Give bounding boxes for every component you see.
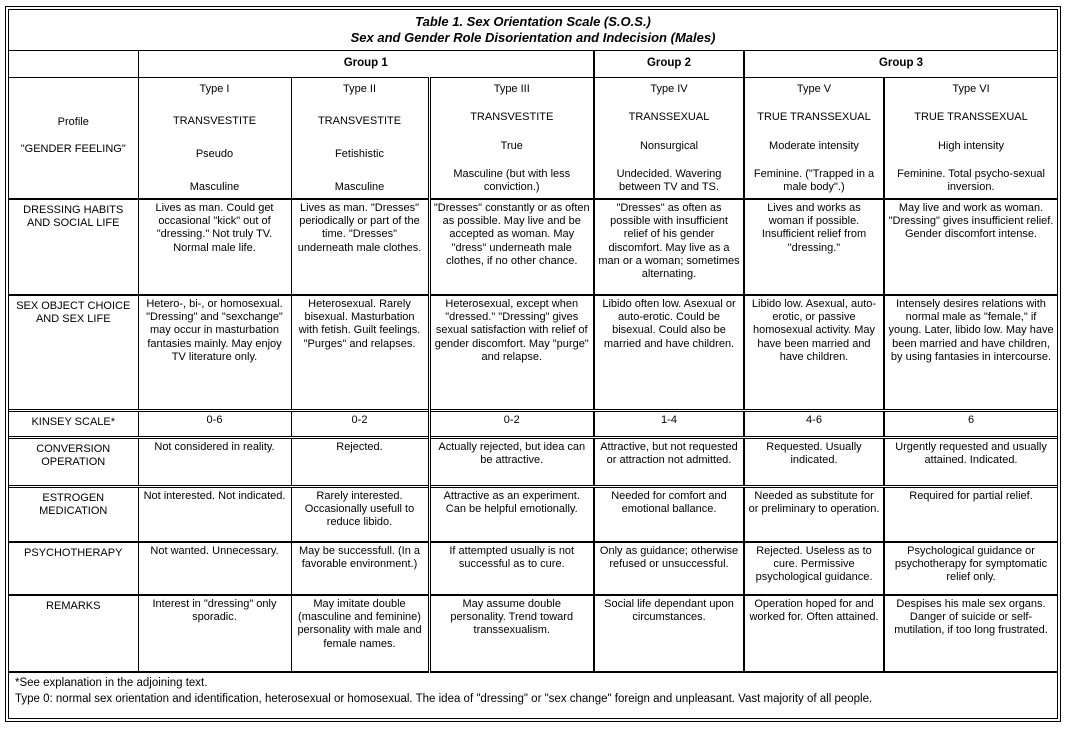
type4-subtype: Nonsurgical — [639, 139, 699, 152]
cell-conversion-type6: Urgently requested and usually attained. Indicated. — [884, 437, 1057, 486]
cell-psych-type6: Psychological guidance or psychotherapy for symptomatic relief only. — [884, 542, 1057, 595]
row-label-sex-object: SEX OBJECT CHOICE AND SEX LIFE — [9, 295, 138, 410]
cell-kinsey-type1: 0-6 — [138, 410, 291, 437]
cell-kinsey-type3: 0-2 — [429, 410, 594, 437]
title-row — [9, 10, 1057, 50]
cell-conversion-type3: Actually rejected, but idea can be attractive. — [429, 437, 594, 486]
profile-label: Profile — [57, 115, 89, 128]
cell-conversion-type2: Rejected. — [291, 437, 429, 486]
cell-estrogen-type1: Not interested. Not indicated. — [138, 486, 291, 542]
cell-psych-type4: Only as guidance; otherwise refused or unsuccessful. — [594, 542, 744, 595]
cell-remarks-type5: Operation hoped for and worked for. Often attained. — [744, 595, 884, 672]
type6-feeling: Feminine. Total psycho-sexual inversion. — [897, 168, 1045, 194]
cell-sexobject-type1: Hetero-, bi-, or homosexual. "Dressing" and "sexchange" may occur in masturbation fantasies mainly. May enjoy TV literature only. — [138, 295, 291, 410]
group-header-empty — [9, 50, 138, 77]
cell-dressing-type1: Lives as man. Could get occasional "kick" out of "dressing." Not truly TV. Normal male life. — [138, 199, 291, 295]
group1-header: Group 1 — [138, 50, 594, 77]
cell-psych-type2: May be successfull. (In a favorable environment.) — [291, 542, 429, 595]
footnotes — [9, 672, 1057, 718]
type6-name: TRUE TRANSSEXUAL — [914, 111, 1028, 124]
type6-subtype: High intensity — [937, 139, 1005, 152]
footnote-line2: Type 0: normal sex orientation and identification, heterosexual or homosexual. The idea of "dressing" or "sex change" foreign and unpleasant. Vast majority of all people. — [15, 692, 873, 705]
table-title-line1: Table 1. Sex Orientation Scale (S.O.S.) — [415, 13, 651, 29]
type1-header — [138, 77, 291, 199]
type1-subtype: Pseudo — [195, 148, 234, 161]
type5-subtype: Moderate intensity — [769, 139, 859, 152]
group3-header: Group 3 — [744, 50, 1057, 77]
row-label-kinsey: KINSEY SCALE* — [9, 410, 138, 437]
type4-header — [594, 77, 744, 199]
group2-header: Group 2 — [594, 50, 744, 77]
cell-sexobject-type6: Intensely desires relations with normal male as "female," if young. Later, libido low. May have been married and have children, by using fantasies in intercourse. — [884, 295, 1057, 410]
row-kinsey-scale — [9, 410, 1057, 437]
gender-feeling-label: "GENDER FEELING" — [20, 142, 126, 155]
row-label-conversion: CONVERSION OPERATION — [9, 437, 138, 486]
type5-header — [744, 77, 884, 199]
cell-conversion-type4: Attractive, but not requested or attraction not admitted. — [594, 437, 744, 486]
cell-dressing-type4: "Dresses" as often as possible with insufficient relief of his gender discomfort. May live as a man or a woman; sometimes alternating. — [594, 199, 744, 295]
type2-name: TRANSVESTITE — [317, 115, 402, 128]
type5-name: TRUE TRANSSEXUAL — [757, 111, 871, 124]
cell-dressing-type3: "Dresses" constantly or as often as possible. May live and be accepted as woman. May "dress" underneath male clothes, if no other chance. — [429, 199, 594, 295]
table-outer-border — [5, 6, 1061, 722]
table-title-line2: Sex and Gender Role Disorientation and Indecision (Males) — [350, 30, 716, 46]
cell-estrogen-type2: Rarely interested. Occasionally usefull to reduce libido. — [291, 486, 429, 542]
cell-remarks-type1: Interest in "dressing" only sporadic. — [138, 595, 291, 672]
cell-psych-type5: Rejected. Useless as to cure. Permissive psychological guidance. — [744, 542, 884, 595]
cell-estrogen-type3: Attractive as an experiment. Can be helpful emotionally. — [429, 486, 594, 542]
cell-conversion-type1: Not considered in reality. — [138, 437, 291, 486]
profile-header-cell — [9, 77, 138, 199]
cell-remarks-type2: May imitate double (masculine and feminine) personality with male and female names. — [291, 595, 429, 672]
type-header-row — [9, 77, 1057, 199]
type4-feeling: Undecided. Wavering between TV and TS. — [616, 168, 722, 194]
type5-label: Type V — [796, 82, 832, 95]
type2-feeling: Masculine — [334, 181, 385, 194]
cell-dressing-type2: Lives as man. "Dresses" periodically or part of the time. "Dresses" underneath male clothes. — [291, 199, 429, 295]
cell-dressing-type5: Lives and works as woman if possible. Insufficient relief from "dressing." — [744, 199, 884, 295]
type1-name: TRANSVESTITE — [172, 115, 257, 128]
cell-remarks-type4: Social life dependant upon circumstances. — [594, 595, 744, 672]
type4-label: Type IV — [650, 82, 688, 95]
type3-feeling: Masculine (but with less conviction.) — [453, 168, 571, 194]
type3-label: Type III — [493, 82, 530, 95]
type1-label: Type I — [199, 82, 230, 95]
row-psychotherapy — [9, 542, 1057, 595]
row-label-remarks: REMARKS — [9, 595, 138, 672]
row-conversion-operation — [9, 437, 1057, 486]
cell-dressing-type6: May live and work as woman. "Dressing" gives insufficient relief. Gender discomfort intense. — [884, 199, 1057, 295]
sos-table — [9, 10, 1057, 718]
footnote-line1: *See explanation in the adjoining text. — [15, 677, 208, 689]
cell-remarks-type3: May assume double personality. Trend toward transsexualism. — [429, 595, 594, 672]
type4-name: TRANSSEXUAL — [628, 111, 710, 124]
footnote-row — [9, 672, 1057, 718]
type1-feeling: Masculine — [189, 181, 240, 194]
row-label-psychotherapy: PSYCHOTHERAPY — [9, 542, 138, 595]
cell-kinsey-type2: 0-2 — [291, 410, 429, 437]
row-estrogen-medication — [9, 486, 1057, 542]
type2-subtype: Fetishistic — [335, 148, 384, 161]
type2-label: Type II — [342, 82, 377, 95]
cell-sexobject-type5: Libido low. Asexual, auto-erotic, or passive homosexual activity. May have been married and have children. — [744, 295, 884, 410]
cell-psych-type1: Not wanted. Unnecessary. — [138, 542, 291, 595]
table-title — [9, 10, 1057, 50]
type5-feeling: Feminine. ("Trapped in a male body".) — [753, 168, 875, 194]
cell-psych-type3: If attempted usually is not successful as to cure. — [429, 542, 594, 595]
group-header-row — [9, 50, 1057, 77]
type3-header — [429, 77, 594, 199]
type3-subtype: True — [500, 139, 523, 152]
cell-sexobject-type3: Heterosexual, except when "dressed." "Dressing" gives sexual satisfaction with relief of gender discomfort. May "purge" and relapse. — [429, 295, 594, 410]
type6-label: Type VI — [952, 82, 990, 95]
cell-kinsey-type6: 6 — [884, 410, 1057, 437]
row-label-estrogen: ESTROGEN MEDICATION — [9, 486, 138, 542]
cell-kinsey-type5: 4-6 — [744, 410, 884, 437]
row-remarks — [9, 595, 1057, 672]
cell-estrogen-type5: Needed as substitute for or preliminary to operation. — [744, 486, 884, 542]
cell-estrogen-type4: Needed for comfort and emotional ballance. — [594, 486, 744, 542]
cell-conversion-type5: Requested. Usually indicated. — [744, 437, 884, 486]
row-dressing-habits — [9, 199, 1057, 295]
cell-remarks-type6: Despises his male sex organs. Danger of suicide or self-mutilation, if too long frustrated. — [884, 595, 1057, 672]
cell-sexobject-type4: Libido often low. Asexual or auto-erotic. Could be bisexual. Could also be married and have children. — [594, 295, 744, 410]
type2-header — [291, 77, 429, 199]
row-label-dressing: DRESSING HABITS AND SOCIAL LIFE — [9, 199, 138, 295]
type6-header — [884, 77, 1057, 199]
cell-estrogen-type6: Required for partial relief. — [884, 486, 1057, 542]
row-sex-object — [9, 295, 1057, 410]
cell-kinsey-type4: 1-4 — [594, 410, 744, 437]
type3-name: TRANSVESTITE — [470, 111, 554, 124]
cell-sexobject-type2: Heterosexual. Rarely bisexual. Masturbation with fetish. Guilt feelings. "Purges" and relapses. — [291, 295, 429, 410]
